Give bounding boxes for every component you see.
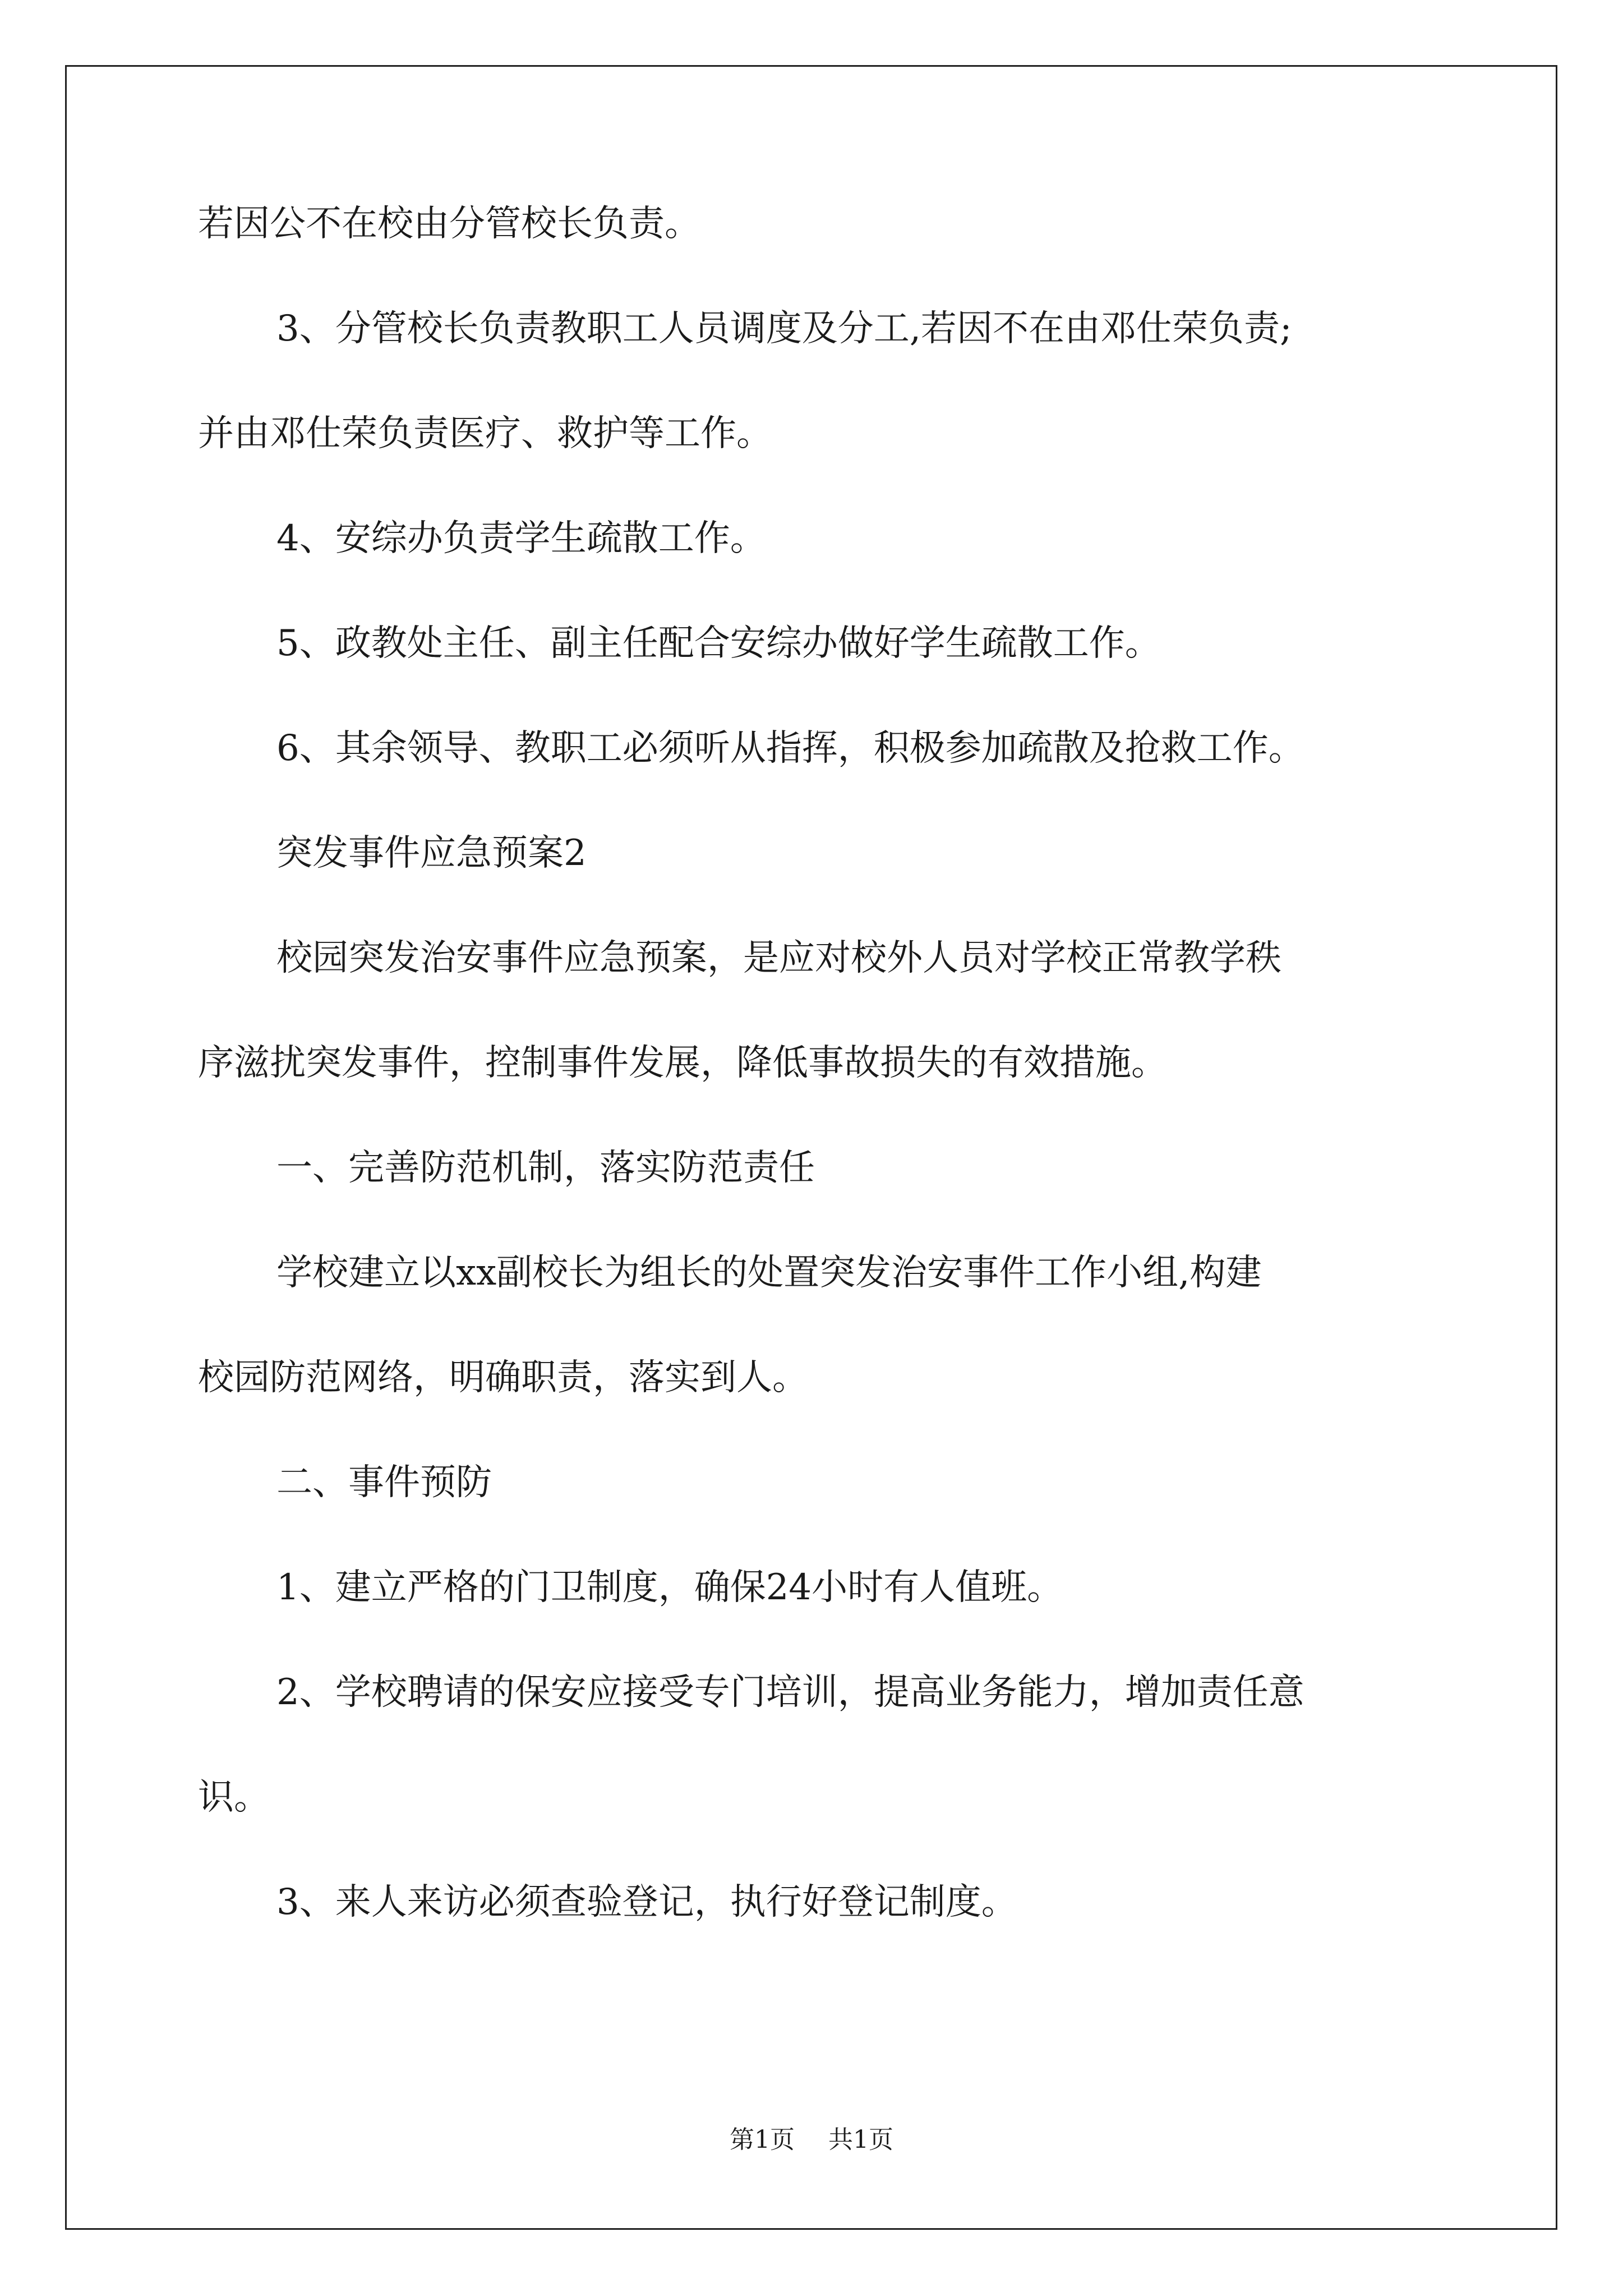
page-total: 共1页 [828, 2125, 893, 2154]
text-line-8: 校园突发治安事件应急预案，是应对校外人员对学校正常教学秩 [276, 937, 1281, 979]
text-line-17: 3、来人来访必须查验登记，执行好登记制度。 [276, 1881, 1017, 1923]
text-line-15: 2、学校聘请的保安应接受专门培训，提高业务能力，增加责任意 [276, 1672, 1304, 1713]
text-line-3: 并由邓仕荣负责医疗、救护等工作。 [198, 413, 772, 454]
text-line-6: 6、其余领导、教职工必须听从指挥，积极参加疏散及抢救工作。 [276, 728, 1304, 769]
text-line-12: 校园防范网络，明确职责，落实到人。 [198, 1357, 808, 1398]
text-line-5: 5、政教处主任、副主任配合安综办做好学生疏散工作。 [276, 623, 1161, 664]
text-line-14: 1、建立严格的门卫制度，确保24小时有人值班。 [276, 1567, 1063, 1608]
subheading-1: 一、完善防范机制，落实防范责任 [276, 1147, 815, 1189]
text-line-16: 识。 [198, 1777, 270, 1818]
text-line-11: 学校建立以xx副校长为组长的处置突发治安事件工作小组,构建 [276, 1252, 1262, 1294]
text-line-4: 4、安综办负责学生疏散工作。 [276, 518, 766, 559]
text-line-9: 序滋扰突发事件，控制事件发展，降低事故损失的有效措施。 [198, 1042, 1167, 1084]
text-line-1: 若因公不在校由分管校长负责。 [198, 203, 700, 245]
text-line-2: 3、分管校长负责教职工人员调度及分工,若因不在由邓仕荣负责; [276, 308, 1292, 349]
page-number: 第1页 [730, 2125, 795, 2154]
page-footer [0, 2123, 1623, 2157]
subheading-2: 二、事件预防 [276, 1462, 492, 1503]
section-heading: 突发事件应急预案2 [276, 832, 587, 874]
